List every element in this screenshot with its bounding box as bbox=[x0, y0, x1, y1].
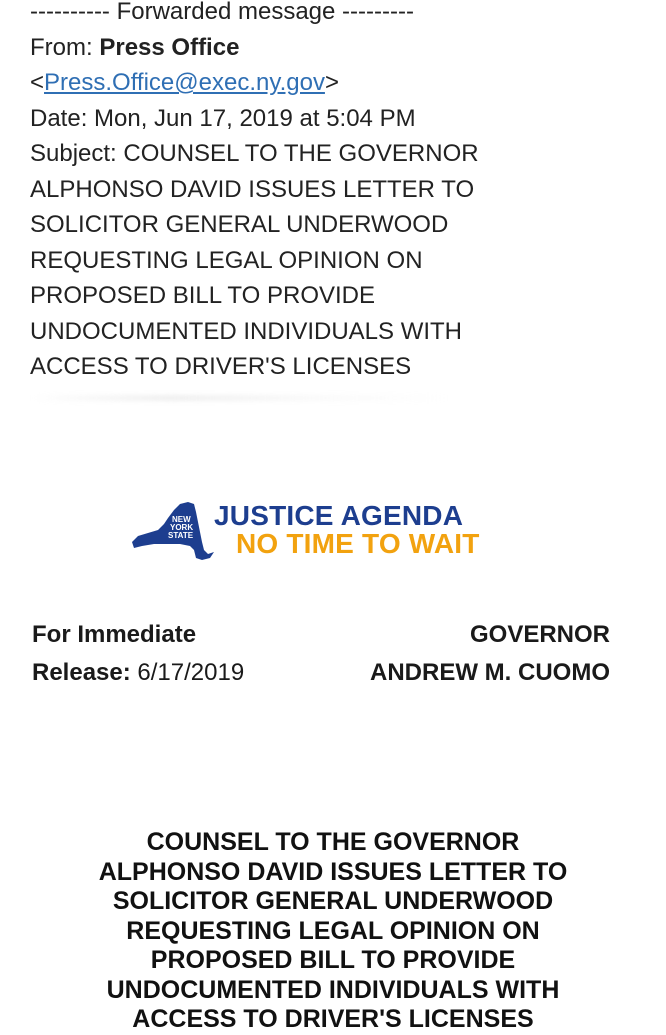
email-header bbox=[30, 0, 650, 385]
logo-title-justice-agenda: JUSTICE AGENDA bbox=[214, 500, 464, 531]
release-info bbox=[32, 616, 244, 692]
governor-name: ANDREW M. CUOMO bbox=[370, 659, 610, 686]
from-email-line bbox=[30, 65, 650, 101]
press-release-headline bbox=[20, 828, 646, 1035]
headline-line-7: ACCESS TO DRIVER'S LICENSES bbox=[132, 1005, 534, 1033]
from-label: From: bbox=[30, 33, 93, 61]
governor-credit bbox=[370, 616, 610, 692]
sender-email-link[interactable]: Press.Office@exec.ny.gov bbox=[44, 69, 325, 96]
headline-line-5: PROPOSED BILL TO PROVIDE bbox=[150, 946, 516, 974]
forwarded-message-line: ---------- Forwarded message --------- bbox=[30, 0, 414, 25]
subject-line-5: PROPOSED BILL TO PROVIDE bbox=[30, 282, 375, 309]
subject-line-2: ALPHONSO DAVID ISSUES LETTER TO bbox=[30, 175, 475, 203]
new-york-state-map-icon bbox=[124, 498, 216, 568]
governor-title: GOVERNOR bbox=[469, 621, 610, 648]
release-date-line bbox=[32, 654, 244, 692]
logo-state-text-state: STATE bbox=[168, 531, 194, 540]
release-date: 6/17/2019 bbox=[137, 659, 245, 686]
subject-line-7: ACCESS TO DRIVER'S LICENSES bbox=[30, 353, 412, 380]
headline-line-1: COUNSEL TO THE GOVERNOR bbox=[146, 828, 520, 856]
release-label-line1: For Immediate bbox=[32, 621, 197, 648]
subject-line-4: REQUESTING LEGAL OPINION ON bbox=[30, 246, 423, 274]
subject-line-1: Subject: COUNSEL TO THE GOVERNOR bbox=[30, 140, 479, 167]
email-open-bracket: < bbox=[30, 69, 45, 96]
date-line: Date: Mon, Jun 17, 2019 at 5:04 PM bbox=[30, 104, 416, 132]
headline-line-6: UNDOCUMENTED INDIVIDUALS WITH bbox=[106, 975, 560, 1004]
headline-line-2: ALPHONSO DAVID ISSUES LETTER TO bbox=[98, 857, 568, 886]
headline-line-4: REQUESTING LEGAL OPINION ON bbox=[126, 916, 540, 945]
email-close-bracket: > bbox=[324, 69, 339, 96]
subject-line-6: UNDOCUMENTED INDIVIDUALS WITH bbox=[30, 317, 463, 345]
headline-line-3: SOLICITOR GENERAL UNDERWOOD bbox=[112, 887, 554, 915]
from-sender-name: Press Office bbox=[99, 33, 240, 61]
logo-state-text-york: YORK bbox=[170, 523, 194, 532]
from-line bbox=[30, 30, 650, 66]
logo-state-text-new: NEW bbox=[172, 515, 191, 524]
subject-line-3: SOLICITOR GENERAL UNDERWOOD bbox=[30, 211, 449, 238]
justice-agenda-logo bbox=[118, 494, 538, 574]
faded-divider bbox=[30, 395, 450, 401]
logo-tagline-no-time-to-wait: NO TIME TO WAIT bbox=[236, 528, 480, 559]
release-label-line2: Release: bbox=[32, 659, 131, 686]
